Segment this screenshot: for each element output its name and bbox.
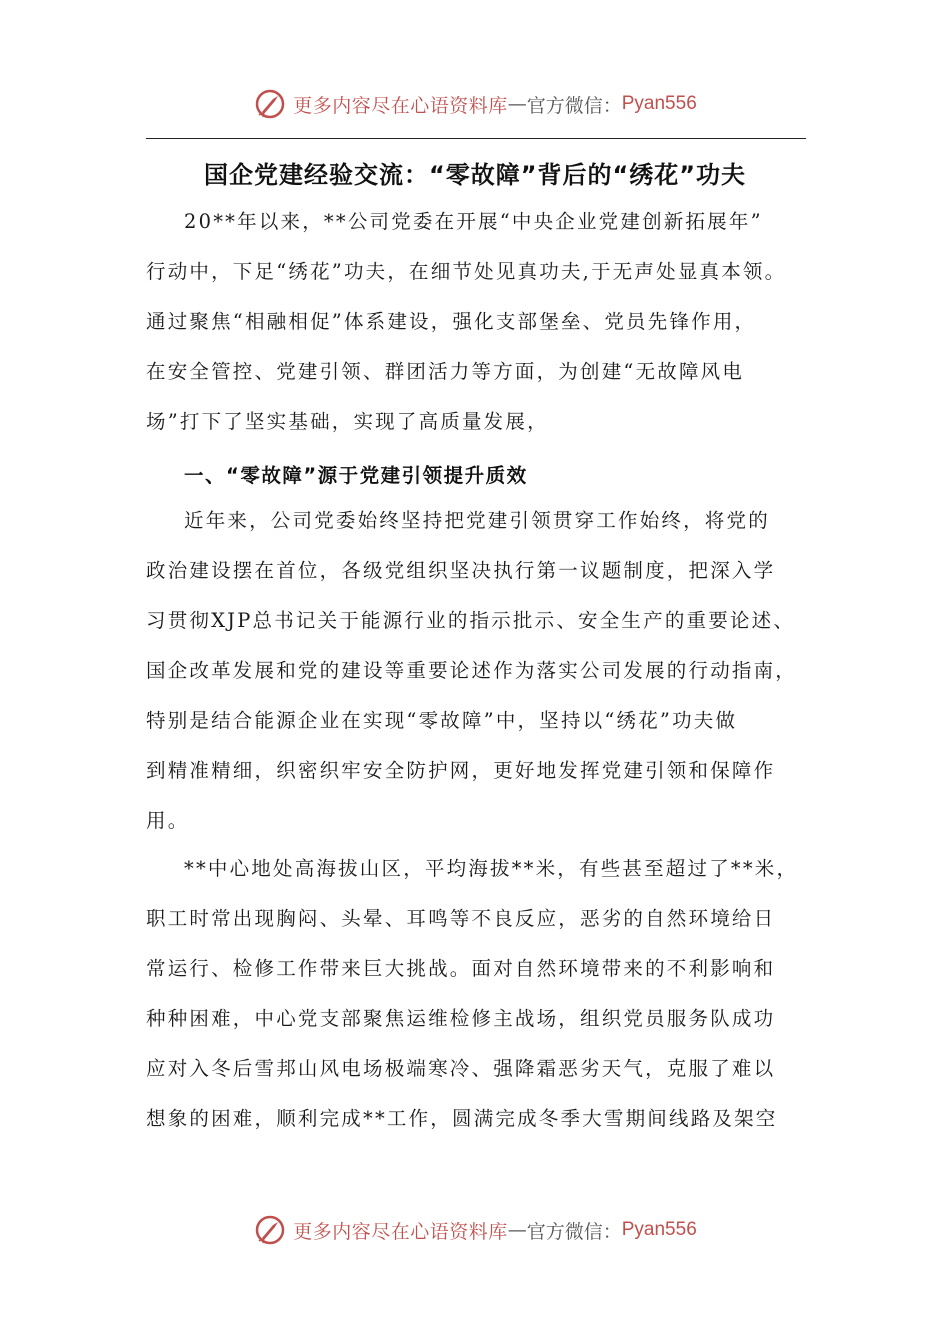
text-line: 想象的困难，顺利完成**工作，圆满完成冬季大雪期间线路及架空 — [146, 1107, 778, 1130]
watermark-official-label: 官方微信： — [526, 1220, 622, 1243]
text-line: **中心地处高海拔山区，平均海拔**米，有些甚至超过了**米， — [184, 857, 799, 880]
pen-nib-logo-icon — [253, 87, 287, 121]
pen-nib-logo-icon — [253, 1213, 287, 1247]
watermark-wechat-id: Pyan556 — [621, 1219, 697, 1240]
text-line: 应对入冬后雪邦山风电场极端寒冷、强降霜恶劣天气，克服了难以 — [146, 1057, 776, 1080]
document-title: 国企党建经验交流：“零故障”背后的“绣花”功夫 — [203, 161, 747, 189]
text-line: 在安全管控、党建引领、群团活力等方面，为创建“无故障风电 — [146, 360, 745, 383]
text-line: 特别是结合能源企业在实现“零故障”中，坚持以“绣花”功夫做 — [146, 709, 738, 732]
text-line: 常运行、检修工作带来巨大挑战。面对自然环境带来的不利影响和 — [146, 957, 776, 980]
watermark-separator: — — [507, 1219, 527, 1241]
text-line: 国企改革发展和党的建设等重要论述作为落实公司发展的行动指南， — [146, 659, 798, 682]
text-line: 种种困难，中心党支部聚焦运维检修主战场，组织党员服务队成功 — [146, 1007, 776, 1030]
watermark-separator: — — [507, 93, 527, 115]
text-line: 政治建设摆在首位，各级党组织坚决执行第一议题制度，把深入学 — [146, 559, 776, 582]
watermark-brand: 更多内容尽在心语资料库 — [293, 94, 508, 117]
text-line: 20**年以来，**公司党委在开展“中央企业党建创新拓展年” — [184, 210, 763, 233]
text-line: 习贯彻XJP总书记关于能源行业的指示批示、安全生产的重要论述、 — [146, 609, 796, 632]
watermark-banner-top — [0, 84, 950, 124]
watermark-wechat-id: Pyan556 — [621, 93, 697, 114]
watermark-banner-bottom — [0, 1210, 950, 1250]
text-line: 行动中，下足“绣花”功夫，在细节处见真功夫,于无声处显真本领。 — [146, 260, 787, 283]
intro-paragraph — [146, 197, 810, 447]
section-heading: 一、“零故障”源于党建引领提升质效 — [184, 464, 528, 487]
section1-paragraph-2 — [146, 844, 810, 1144]
watermark-official-label: 官方微信： — [526, 94, 622, 117]
text-line: 近年来，公司党委始终坚持把党建引领贯穿工作始终，将党的 — [184, 509, 770, 532]
text-line: 到精准精细，织密织牢安全防护网，更好地发挥党建引领和保障作 — [146, 759, 776, 782]
header-divider — [146, 138, 806, 139]
watermark-brand: 更多内容尽在心语资料库 — [293, 1220, 508, 1243]
section1-paragraph-1 — [146, 496, 810, 846]
text-line: 场”打下了坚实基础，实现了高质量发展， — [146, 410, 549, 433]
text-line: 职工时常出现胸闷、头晕、耳鸣等不良反应，恶劣的自然环境给日 — [146, 907, 776, 930]
text-line: 用。 — [146, 809, 190, 832]
text-line: 通过聚焦“相融相促”体系建设，强化支部堡垒、党员先锋作用， — [146, 310, 757, 333]
